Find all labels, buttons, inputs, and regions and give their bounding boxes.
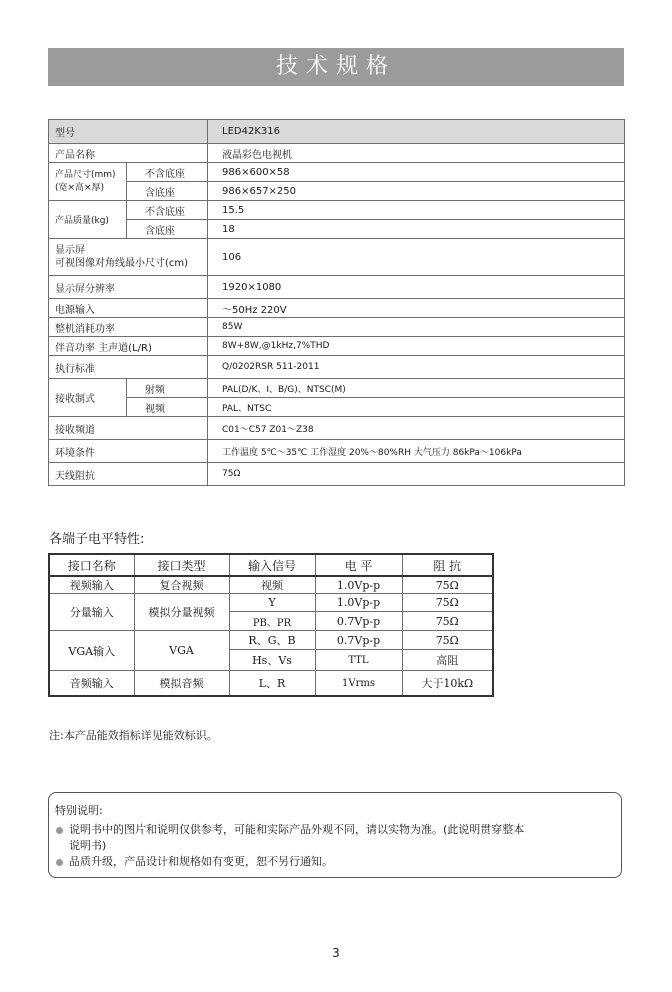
- cell: 复合视频: [134, 576, 229, 594]
- spec-row-name: [49, 144, 625, 163]
- spec-sublabel: 含底座: [127, 182, 208, 201]
- spec-label: 电源输入: [49, 299, 208, 318]
- notice-text-line: 说明书): [69, 839, 107, 852]
- spec-row-resolution: [49, 276, 625, 299]
- spec-row-antenna: [49, 463, 625, 486]
- spec-label: 产品质量(kg): [49, 201, 127, 239]
- spec-row-weight: [49, 201, 625, 220]
- cell: 模拟分量视频: [134, 594, 229, 631]
- spec-value: 15.5: [208, 201, 625, 220]
- cell: Y: [229, 594, 315, 612]
- table-row: [49, 576, 493, 594]
- notice-item: [55, 822, 611, 854]
- spec-row-consumption: [49, 318, 625, 337]
- page-title: 技术规格: [48, 48, 624, 86]
- spec-row-channel: [49, 417, 625, 440]
- energy-note: 注:本产品能效指标详见能效标识。: [49, 729, 218, 742]
- cell: 高阻: [402, 650, 493, 671]
- cell: 1.0Vp-p: [315, 594, 402, 612]
- terminal-table: [48, 553, 494, 697]
- cell: Hs、Vs: [229, 650, 315, 671]
- cell: 视频输入: [49, 576, 134, 594]
- spec-row-size-base: [49, 182, 625, 201]
- spec-row-screen: [49, 239, 625, 276]
- spec-row-receive-video: [49, 398, 625, 417]
- spec-sublabel: 射频: [127, 379, 208, 398]
- spec-row-weight-base: [49, 220, 625, 239]
- spec-value: ～50Hz 220V: [208, 299, 625, 318]
- screen-label: 显示屏: [55, 245, 85, 256]
- cell: 75Ω: [402, 576, 493, 594]
- spec-label: 伴音功率 主声道(L/R): [49, 337, 208, 356]
- spec-value: 18: [208, 220, 625, 239]
- spec-label: [49, 239, 208, 276]
- special-notice-box: [48, 792, 622, 878]
- cell: 视频: [229, 576, 315, 594]
- spec-value: 1920×1080: [208, 276, 625, 299]
- notice-item: [55, 854, 611, 870]
- spec-label: 接收频道: [49, 417, 208, 440]
- terminal-section-title: 各端子电平特性:: [49, 532, 145, 547]
- spec-label: 整机消耗功率: [49, 318, 208, 337]
- cell: TTL: [315, 650, 402, 671]
- spec-value: PAL、NTSC: [208, 398, 625, 417]
- spec-label: 型号: [49, 120, 208, 144]
- cell: 模拟音频: [134, 671, 229, 697]
- spec-label: 显示屏分辨率: [49, 276, 208, 299]
- spec-row-power-input: [49, 299, 625, 318]
- spec-value: 75Ω: [208, 463, 625, 486]
- spec-sublabel: 含底座: [127, 220, 208, 239]
- page-number: 3: [332, 946, 340, 960]
- spec-value: 8W+8W,@1kHz,7%THD: [208, 337, 625, 356]
- header-interface-name: 接口名称: [49, 554, 134, 576]
- size-sub-label: (宽×高×厚): [55, 182, 105, 193]
- screen-size-label: 可视图像对角线最小尺寸(cm): [55, 258, 189, 269]
- cell: 分量输入: [49, 594, 134, 631]
- notice-text: [69, 822, 524, 854]
- spec-value: 液晶彩色电视机: [208, 144, 625, 163]
- spec-label: 天线阻抗: [49, 463, 208, 486]
- cell: R、G、B: [229, 631, 315, 650]
- notice-text-line: 说明书中的图片和说明仅供参考，可能和实际产品外观不同，请以实物为准。(此说明贯穿整本: [69, 823, 525, 836]
- spec-value: PAL(D/K、I、B/G)、NTSC(M): [208, 379, 625, 398]
- cell: L、R: [229, 671, 315, 697]
- bullet-icon: [56, 827, 63, 834]
- spec-row-receive-rf: [49, 379, 625, 398]
- cell: 75Ω: [402, 594, 493, 612]
- spec-table: [48, 119, 625, 486]
- spec-sublabel: 不含底座: [127, 163, 208, 182]
- header-level: 电 平: [315, 554, 402, 576]
- spec-value: 106: [208, 239, 625, 276]
- cell: VGA: [134, 631, 229, 671]
- spec-value: 85W: [208, 318, 625, 337]
- spec-value: C01～C57 Z01～Z38: [208, 417, 625, 440]
- size-label: 产品尺寸(mm): [55, 169, 116, 180]
- bullet-icon: [56, 859, 63, 866]
- spec-label: 执行标准: [49, 356, 208, 379]
- spec-label: 产品名称: [49, 144, 208, 163]
- table-row: [49, 671, 493, 697]
- header-interface-type: 接口类型: [134, 554, 229, 576]
- spec-value: 986×657×250: [208, 182, 625, 201]
- cell: PB、PR: [229, 612, 315, 631]
- terminal-header-row: [49, 554, 493, 576]
- cell: 75Ω: [402, 612, 493, 631]
- cell: 0.7Vp-p: [315, 612, 402, 631]
- spec-row-audio: [49, 337, 625, 356]
- header-impedance: 阻 抗: [402, 554, 493, 576]
- cell: 1.0Vp-p: [315, 576, 402, 594]
- cell: 1Vrms: [315, 671, 402, 697]
- header-input-signal: 输入信号: [229, 554, 315, 576]
- table-row: [49, 594, 493, 612]
- spec-label: [49, 163, 127, 201]
- spec-value: LED42K316: [208, 120, 625, 144]
- cell: 音频输入: [49, 671, 134, 697]
- special-notice-title: 特别说明:: [55, 804, 103, 817]
- cell: 0.7Vp-p: [315, 631, 402, 650]
- spec-row-size: [49, 163, 625, 182]
- spec-row-environment: [49, 440, 625, 463]
- cell: VGA输入: [49, 631, 134, 671]
- spec-sublabel: 视频: [127, 398, 208, 417]
- spec-value: Q/0202RSR 511-2011: [208, 356, 625, 379]
- cell: 75Ω: [402, 631, 493, 650]
- notice-text: 品质升级，产品设计和规格如有变更，恕不另行通知。: [69, 855, 333, 868]
- table-row: [49, 631, 493, 650]
- spec-value: 工作温度 5℃～35℃ 工作湿度 20%～80%RH 大气压力 86kPa～106kPa: [208, 440, 625, 463]
- spec-row-standard: [49, 356, 625, 379]
- spec-sublabel: 不含底座: [127, 201, 208, 220]
- spec-value: 986×600×58: [208, 163, 625, 182]
- spec-row-model: [49, 120, 625, 144]
- spec-label: 接收制式: [49, 379, 127, 417]
- spec-label: 环境条件: [49, 440, 208, 463]
- cell: 大于10kΩ: [402, 671, 493, 697]
